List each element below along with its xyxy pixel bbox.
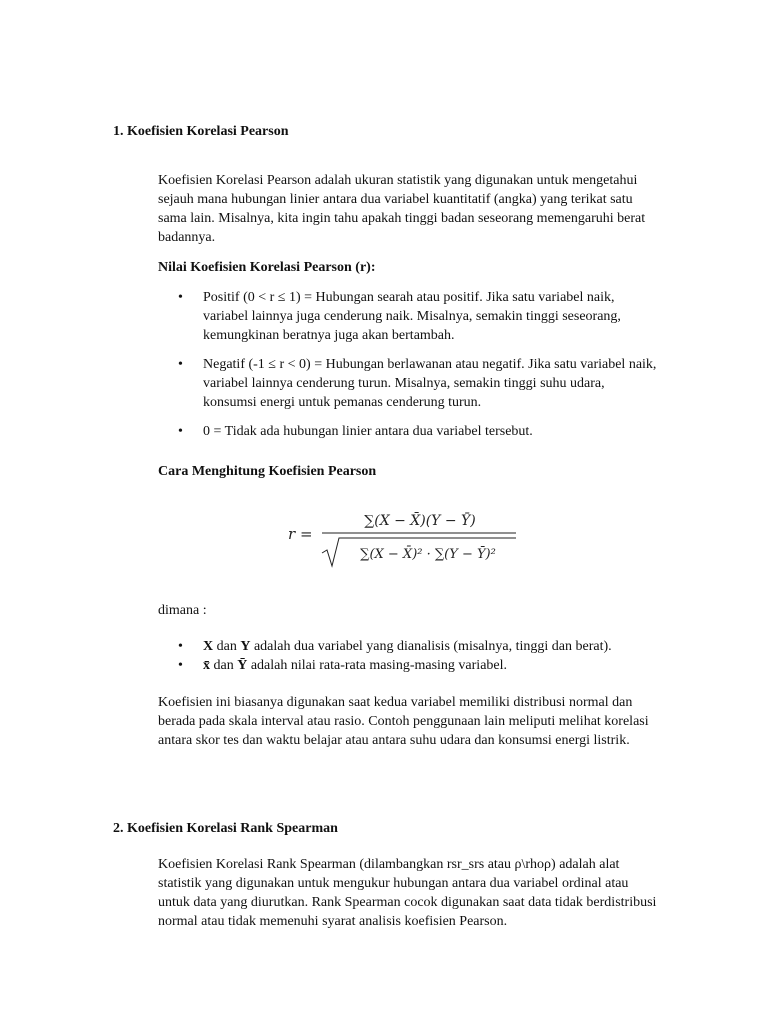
formula-denominator: ∑(X − X̄)² · ∑(Y − Ȳ)² (360, 547, 496, 562)
bullet-icon: • (178, 424, 183, 439)
mean-x: x̄ (203, 658, 210, 673)
pearson-intro-paragraph: Koefisien Korelasi Pearson adalah ukuran statistik yang digunakan untuk mengetahui sejauh mana hubungan linier antara dua variabel kuantitatif (angka) yang terikat satu sama lain. Misalnya, kita ingin tahu apakah tinggi badan seseorang memengaruhi berat badannya. (158, 173, 646, 245)
list-item-text: 0 = Tidak ada hubungan linier antara dua variabel tersebut. (203, 424, 533, 439)
variable-y: Y (240, 639, 251, 654)
mean-y: Ȳ (237, 658, 248, 673)
spearman-intro-paragraph: Koefisien Korelasi Rank Spearman (dilambangkan rsr_srs atau ρ\rhoρ) adalah alat statistik yang digunakan untuk mengukur hubungan antara dua variabel ordinal atau untuk data yang diurutkan. Rank Spearman cocok digunakan saat data tidak berdistribusi normal atau tidak memenuhi syarat analisis koefisien Pearson. (158, 857, 657, 929)
pearson-values-list (158, 288, 658, 441)
connector-text: dan (213, 639, 241, 654)
section-heading-pearson: 1. Koefisien Korelasi Pearson (113, 124, 289, 139)
pearson-formula (286, 506, 526, 570)
list-item-text: adalah nilai rata-rata masing-masing variabel. (247, 658, 508, 673)
list-item (158, 355, 658, 412)
list-item (158, 288, 658, 345)
bullet-icon: • (178, 658, 183, 673)
connector-text: dan (210, 658, 238, 673)
list-item (158, 656, 658, 675)
section-heading-spearman: 2. Koefisien Korelasi Rank Spearman (113, 821, 338, 836)
pearson-closing-paragraph: Koefisien ini biasanya digunakan saat kedua variabel memiliki distribusi normal dan berada pada skala interval atau rasio. Contoh penggunaan lain meliputi melihat korelasi antara skor tes dan waktu belajar atau antara suhu udara dan konsumsi energi listrik. (158, 695, 649, 748)
list-item-text: adalah dua variabel yang dianalisis (misalnya, tinggi dan berat). (250, 639, 612, 654)
where-list (158, 637, 658, 675)
list-item (158, 422, 658, 441)
where-label: dimana : (158, 603, 207, 618)
list-item-text: Negatif (-1 ≤ r < 0) = Hubungan berlawanan atau negatif. Jika satu variabel naik, variabel lainnya cenderung turun. Misalnya, semakin tinggi suhu udara, konsumsi energi untuk pemanas cenderung turun. (203, 357, 657, 410)
pearson-values-heading: Nilai Koefisien Korelasi Pearson (r): (158, 260, 376, 275)
bullet-icon: • (178, 290, 183, 305)
bullet-icon: • (178, 639, 183, 654)
list-item (158, 637, 658, 656)
bullet-icon: • (178, 357, 183, 372)
pearson-calc-heading: Cara Menghitung Koefisien Pearson (158, 464, 377, 479)
variable-x: X (203, 639, 214, 654)
formula-numerator: ∑(X − X̄)(Y − Ȳ) (364, 513, 476, 529)
formula-lhs: r = (288, 525, 313, 543)
list-item-text: Positif (0 < r ≤ 1) = Hubungan searah atau positif. Jika satu variabel naik, variabel lainnya juga cenderung naik. Misalnya, semakin tinggi seseorang, kemungkinan beratnya juga akan bertambah. (203, 290, 621, 343)
